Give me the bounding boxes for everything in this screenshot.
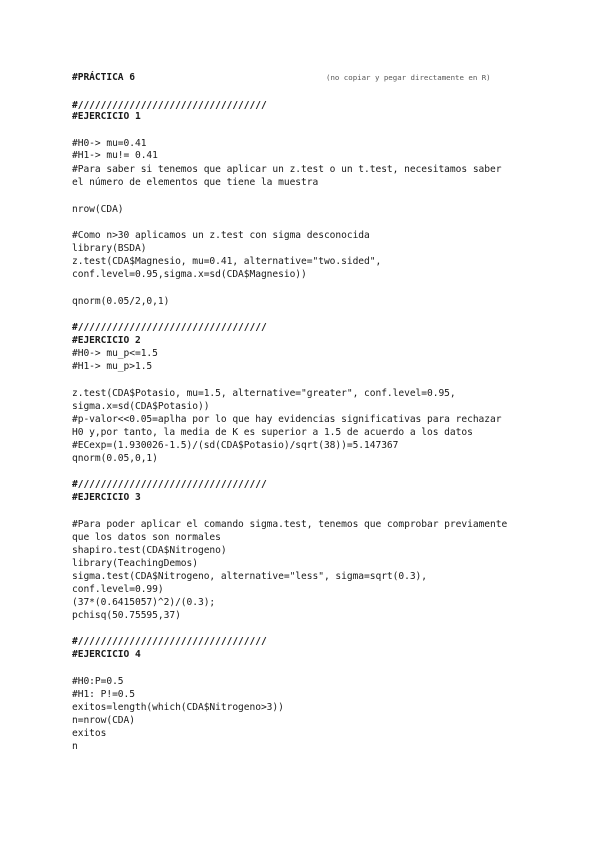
ej3-line-8: pchisq(50.75595,37) bbox=[72, 610, 181, 621]
ej3-line-4: library(TeachingDemos) bbox=[72, 558, 198, 569]
ej3-line-1: #Para poder aplicar el comando sigma.test, tenemos que comprobar previamente bbox=[72, 519, 508, 530]
ej2-line-7: #ECexp=(1.930026-1.5)/(sd(CDA$Potasio)/sqrt(38))=5.147367 bbox=[72, 440, 399, 451]
separator-1: #///////////////////////////////// bbox=[72, 100, 267, 111]
ej1-line-3: #Para saber si tenemos que aplicar un z.test o un t.test, necesitamos saber bbox=[72, 164, 502, 175]
ej2-line-6: H0 y,por tanto, la media de K es superior a 1.5 de acuerdo a los datos bbox=[72, 427, 473, 438]
ej4-line-3: exitos=length(which(CDA$Nitrogeno>3)) bbox=[72, 702, 284, 713]
ej2-line-2: #H1-> mu_p>1.5 bbox=[72, 361, 153, 372]
ej3-line-2: que los datos son normales bbox=[72, 532, 221, 543]
ej4-line-1: #H0:P=0.5 bbox=[72, 676, 124, 687]
separator-4: #///////////////////////////////// bbox=[72, 636, 267, 647]
ej4-line-6: n bbox=[72, 741, 78, 752]
heading-ejercicio-1: #EJERCICIO 1 bbox=[72, 111, 141, 122]
ej4-line-5: exitos bbox=[72, 728, 107, 739]
ej1-line-6: #Como n>30 aplicamos un z.test con sigma desconocida bbox=[72, 230, 370, 241]
copy-warning-note: (no copiar y pegar directamente en R) bbox=[326, 73, 491, 82]
ej1-line-7: library(BSDA) bbox=[72, 243, 147, 254]
ej1-line-9: conf.level=0.95,sigma.x=sd(CDA$Magnesio)) bbox=[72, 269, 307, 280]
ej4-line-4: n=nrow(CDA) bbox=[72, 715, 135, 726]
ej2-line-8: qnorm(0.05,0,1) bbox=[72, 453, 158, 464]
ej2-line-4: sigma.x=sd(CDA$Potasio)) bbox=[72, 401, 210, 412]
document-title: #PRÁCTICA 6 bbox=[72, 72, 135, 83]
heading-ejercicio-4: #EJERCICIO 4 bbox=[72, 649, 141, 660]
ej2-line-5: #p-valor<<0.05=aplha por lo que hay evidencias significativas para rechazar bbox=[72, 414, 502, 425]
heading-ejercicio-3: #EJERCICIO 3 bbox=[72, 492, 141, 503]
ej1-line-10: qnorm(0.05/2,0,1) bbox=[72, 296, 170, 307]
ej3-line-7: (37*(0.6415057)^2)/(0.3); bbox=[72, 597, 216, 608]
ej3-line-6: conf.level=0.99) bbox=[72, 584, 164, 595]
ej2-line-1: #H0-> mu_p<=1.5 bbox=[72, 348, 158, 359]
ej1-line-2: #H1-> mu!= 0.41 bbox=[72, 150, 158, 161]
ej2-line-3: z.test(CDA$Potasio, mu=1.5, alternative="greater", conf.level=0.95, bbox=[72, 388, 456, 399]
ej1-line-4: el número de elementos que tiene la muestra bbox=[72, 177, 319, 188]
separator-3: #///////////////////////////////// bbox=[72, 479, 267, 490]
separator-2: #///////////////////////////////// bbox=[72, 322, 267, 333]
ej4-line-2: #H1: P!=0.5 bbox=[72, 689, 135, 700]
ej1-line-5: nrow(CDA) bbox=[72, 204, 124, 215]
ej1-line-8: z.test(CDA$Magnesio, mu=0.41, alternative="two.sided", bbox=[72, 256, 382, 267]
ej3-line-5: sigma.test(CDA$Nitrogeno, alternative="less", sigma=sqrt(0.3), bbox=[72, 571, 428, 582]
heading-ejercicio-2: #EJERCICIO 2 bbox=[72, 335, 141, 346]
ej1-line-1: #H0-> mu=0.41 bbox=[72, 138, 147, 149]
ej3-line-3: shapiro.test(CDA$Nitrogeno) bbox=[72, 545, 227, 556]
